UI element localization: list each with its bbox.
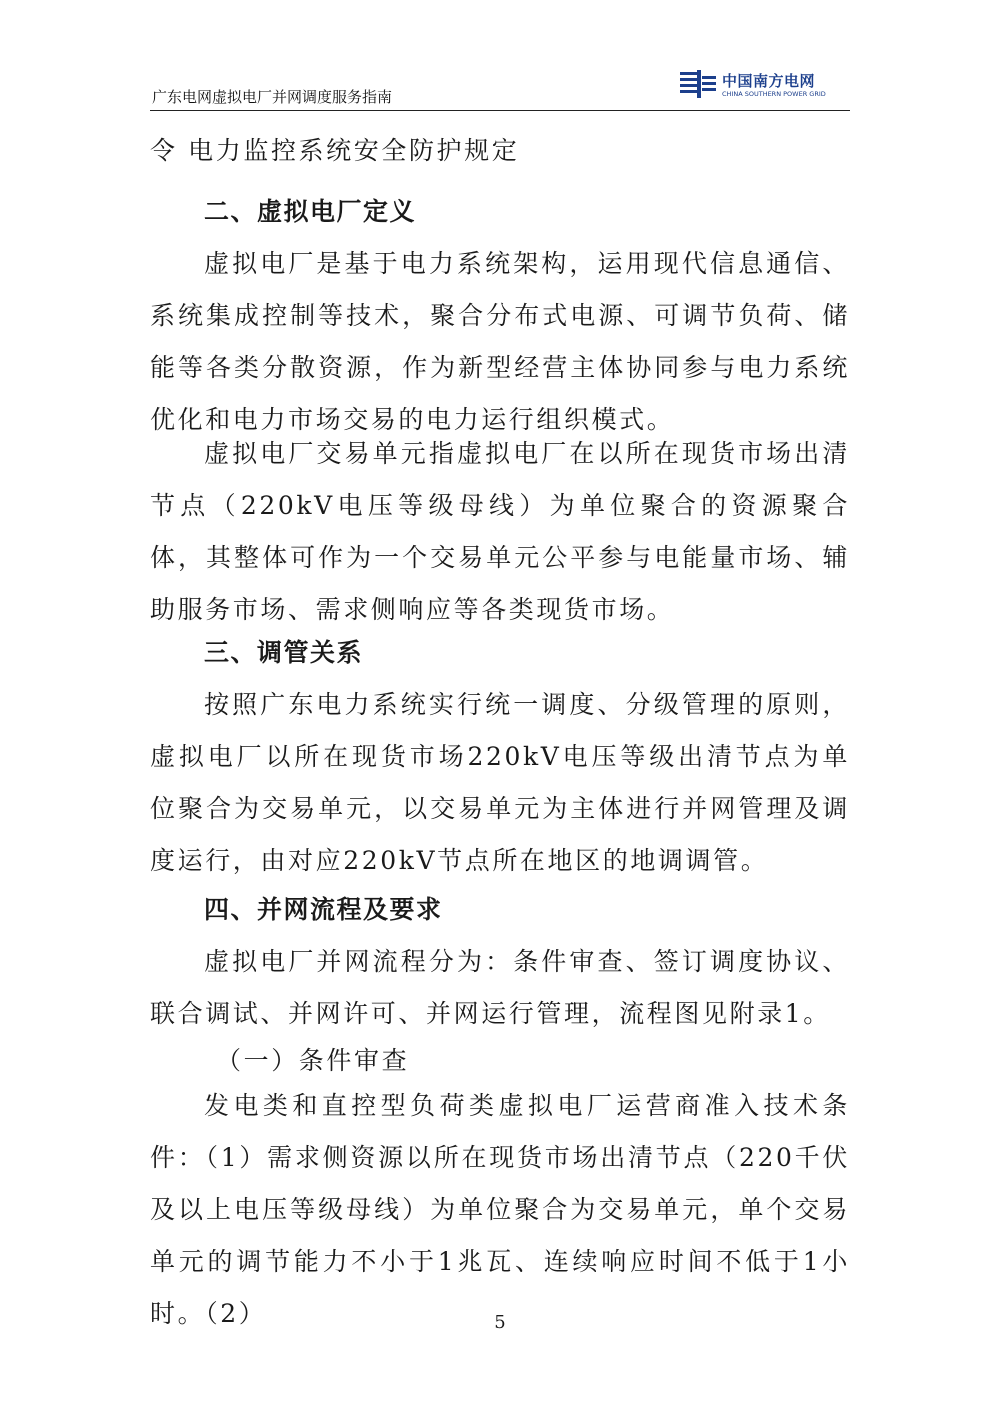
carryover-line: 令 电力监控系统安全防护规定	[150, 136, 520, 165]
paragraph-conditions: 发电类和直控型负荷类虚拟电厂运营商准入技术条件：（1）需求侧资源以所在现货市场出清节点（220千伏及以上电压等级母线）为单位聚合为交易单元，单个交易单元的调节能力不小于1兆瓦、连续响应时间不低于1小时。（2）	[150, 1091, 850, 1328]
section-heading-4: 四、并网流程及要求	[204, 895, 443, 924]
paragraph-dispatch-relation: 按照广东电力系统实行统一调度、分级管理的原则，虚拟电厂以所在现货市场220kV电压等级出清节点为单位聚合为交易单元，以交易单元为主体进行并网管理及调度运行，由对应220kV节点所在地区的地调调管。	[150, 690, 850, 875]
section-heading-2: 二、虚拟电厂定义	[204, 197, 417, 226]
subsection-heading-1: （一）条件审查	[216, 1046, 410, 1075]
page-number: 5	[494, 1312, 506, 1333]
company-logo	[678, 68, 848, 106]
paragraph-grid-process: 虚拟电厂并网流程分为：条件审查、签订调度协议、联合调试、并网许可、并网运行管理，流程图见附录1。	[150, 947, 850, 1028]
document-title: 广东电网虚拟电厂并网调度服务指南	[152, 88, 393, 106]
page-header	[150, 68, 850, 111]
paragraph-definition: 虚拟电厂是基于电力系统架构，运用现代信息通信、系统集成控制等技术，聚合分布式电源、可调节负荷、储能等各类分散资源，作为新型经营主体协同参与电力系统优化和电力市场交易的电力运行组织模式。	[150, 249, 850, 434]
section-heading-3: 三、调管关系	[204, 638, 364, 667]
paragraph-trading-unit: 虚拟电厂交易单元指虚拟电厂在以所在现货市场出清节点（220kV电压等级母线）为单位聚合的资源聚合体，其整体可作为一个交易单元公平参与电能量市场、辅助服务市场、需求侧响应等各类现货市场。	[150, 439, 850, 624]
logo-english-name: CHINA SOUTHERN POWER GRID	[722, 90, 826, 98]
logo-chinese-name: 中国南方电网	[722, 72, 816, 90]
logo-mark-icon	[678, 68, 718, 102]
